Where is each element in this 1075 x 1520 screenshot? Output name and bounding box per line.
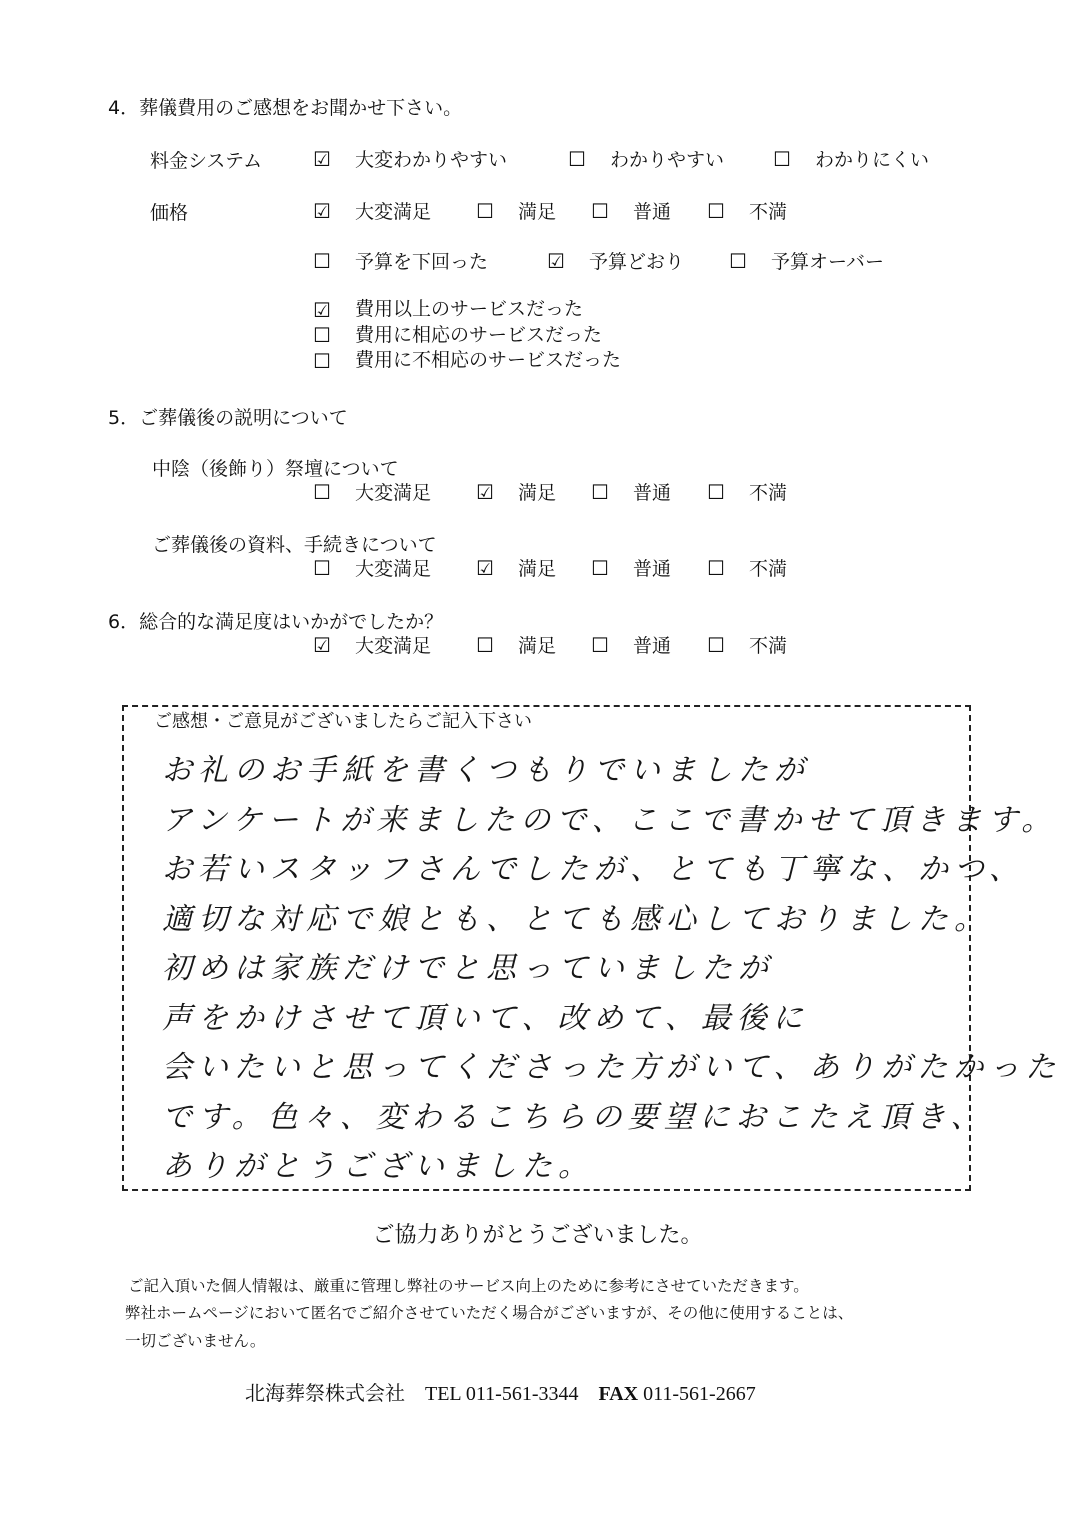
handwritten-comment-line: アンケートが来ましたので、ここで書かせて頂きます。	[162, 802, 1058, 838]
unchecked-box-icon[interactable]: ☐	[591, 632, 609, 657]
checkbox-option[interactable]	[568, 145, 773, 172]
option-label: 不満	[749, 482, 788, 504]
checkbox-option[interactable]	[313, 145, 568, 172]
option-label: 大変満足	[355, 201, 432, 223]
company-name: 北海葬祭株式会社	[245, 1383, 405, 1405]
thanks-message: ご協力ありがとうございました。	[372, 1223, 703, 1248]
option-label: わかりやすい	[610, 149, 725, 171]
option-label: 大変わかりやすい	[355, 149, 508, 171]
option-label: 費用に相応のサービスだった	[355, 323, 603, 346]
tel-number: 011-561-3344	[465, 1383, 579, 1405]
handwritten-comment-line: お若いスタッフさんでしたが、とても丁寧な、かつ、	[162, 852, 1025, 887]
checkbox-option[interactable]	[591, 478, 707, 505]
checked-box-icon[interactable]: ☑	[313, 198, 331, 223]
checked-box-icon[interactable]: ☑	[313, 632, 331, 657]
option-label: 普通	[633, 635, 672, 657]
option-label: 不満	[749, 558, 788, 580]
unchecked-box-icon[interactable]: ☐	[707, 479, 725, 504]
question-6-title: 6．総合的な満足度はいかがでしたか？	[108, 611, 444, 633]
option-label: 予算オーバー	[771, 251, 885, 273]
checkbox-option[interactable]	[313, 297, 621, 323]
option-label: わかりにくい	[815, 149, 930, 171]
checked-box-icon[interactable]: ☑	[476, 555, 494, 580]
checkbox-option[interactable]	[591, 554, 707, 581]
privacy-note-line-3: 一切ございません。	[125, 1332, 266, 1350]
overall-options	[313, 631, 827, 658]
documents-label: ご葬儀後の資料、手続きについて	[152, 534, 437, 556]
option-label: 大変満足	[355, 482, 432, 504]
fee-system-options	[313, 145, 973, 172]
unchecked-box-icon[interactable]: ☐	[313, 348, 331, 373]
unchecked-box-icon[interactable]: ☐	[313, 248, 331, 273]
unchecked-box-icon[interactable]: ☐	[313, 323, 331, 348]
handwritten-comment-line: 会いたいと思ってくださった方がいて、ありがたかった	[162, 1050, 1062, 1085]
handwritten-comment-line: ありがとうございました。	[162, 1149, 594, 1184]
unchecked-box-icon[interactable]: ☐	[476, 632, 494, 657]
checked-box-icon[interactable]: ☑	[547, 248, 565, 273]
unchecked-box-icon[interactable]: ☐	[313, 555, 331, 580]
option-label: 満足	[518, 482, 557, 504]
price-options	[313, 197, 827, 224]
unchecked-box-icon[interactable]: ☐	[591, 479, 609, 504]
checkbox-option[interactable]	[313, 478, 476, 505]
tel-label: TEL	[425, 1383, 461, 1405]
checkbox-option[interactable]	[476, 478, 591, 505]
privacy-note-line-2: 弊社ホームページにおいて匿名でご紹介させていただく場合がございますが、その他に使用することは、	[125, 1304, 854, 1322]
option-label: 普通	[633, 558, 672, 580]
unchecked-box-icon[interactable]: ☐	[707, 198, 725, 223]
checkbox-option[interactable]	[476, 631, 591, 658]
unchecked-box-icon[interactable]: ☐	[591, 555, 609, 580]
question-5-title: 5．ご葬儀後の説明について	[108, 407, 348, 429]
option-label: 満足	[518, 635, 557, 657]
budget-options	[313, 247, 929, 274]
checkbox-option[interactable]	[591, 197, 707, 224]
option-label: 満足	[518, 201, 557, 223]
checkbox-option[interactable]	[313, 631, 476, 658]
fee-system-label: 料金システム	[150, 150, 263, 172]
option-label: 満足	[518, 558, 557, 580]
option-label: 大変満足	[355, 558, 432, 580]
documents-options	[313, 554, 827, 581]
checkbox-option[interactable]	[313, 554, 476, 581]
checkbox-option[interactable]	[773, 145, 973, 172]
checked-box-icon[interactable]: ☑	[313, 297, 331, 322]
option-label: 費用以上のサービスだった	[355, 298, 584, 320]
checkbox-option[interactable]	[707, 197, 827, 224]
checkbox-option[interactable]	[707, 478, 827, 505]
altar-label: 中陰（後飾り）祭壇について	[152, 458, 399, 480]
checked-box-icon[interactable]: ☑	[313, 146, 331, 171]
unchecked-box-icon[interactable]: ☐	[773, 146, 791, 171]
checkbox-option[interactable]	[547, 247, 729, 274]
unchecked-box-icon[interactable]: ☐	[476, 198, 494, 223]
handwritten-comment-line: お礼のお手紙を書くつもりでいましたが	[162, 753, 810, 788]
checkbox-option[interactable]	[313, 247, 547, 274]
option-label: 大変満足	[355, 635, 432, 657]
comment-box-title: ご感想・ご意見がございましたらご記入下さい	[154, 711, 532, 732]
checkbox-option[interactable]	[476, 197, 591, 224]
value-options	[313, 297, 621, 374]
unchecked-box-icon[interactable]: ☐	[568, 146, 586, 171]
option-label: 費用に不相応のサービスだった	[355, 349, 622, 371]
unchecked-box-icon[interactable]: ☐	[591, 198, 609, 223]
option-label: 普通	[633, 201, 672, 223]
handwritten-comment-line: 初めは家族だけでと思っていましたが	[162, 951, 774, 986]
handwritten-comment-line: です。色々、変わるこちらの要望におこたえ頂き、	[162, 1099, 987, 1135]
company-footer	[245, 1377, 756, 1406]
option-label: 不満	[749, 201, 788, 223]
checkbox-option[interactable]	[313, 197, 476, 224]
unchecked-box-icon[interactable]: ☐	[729, 248, 747, 273]
checkbox-option[interactable]	[313, 323, 621, 349]
handwritten-comment-line: 適切な対応で娘とも、とても感心しておりました。	[162, 901, 990, 937]
price-label: 価格	[150, 202, 189, 224]
checkbox-option[interactable]	[313, 348, 621, 374]
unchecked-box-icon[interactable]: ☐	[707, 632, 725, 657]
checkbox-option[interactable]	[476, 554, 591, 581]
option-label: 普通	[633, 482, 672, 504]
option-label: 予算どおり	[589, 251, 685, 273]
fax-number: 011-561-2667	[643, 1383, 756, 1405]
checkbox-option[interactable]	[707, 554, 827, 581]
checked-box-icon[interactable]: ☑	[476, 479, 494, 504]
question-4-title: 4．葬儀費用のご感想をお聞かせ下さい。	[108, 97, 463, 119]
comment-box	[122, 705, 1062, 1191]
checkbox-option[interactable]	[707, 631, 827, 658]
handwritten-comment-line: 声をかけさせて頂いて、改めて、最後に	[162, 1000, 809, 1036]
option-label: 不満	[749, 635, 788, 657]
option-label: 予算を下回った	[355, 251, 489, 273]
unchecked-box-icon[interactable]: ☐	[313, 479, 331, 504]
checkbox-option[interactable]	[729, 247, 929, 274]
privacy-note-line-1: ご記入頂いた個人情報は、厳重に管理し弊社のサービス向上のために参考にさせていただきます。	[128, 1277, 809, 1295]
unchecked-box-icon[interactable]: ☐	[707, 555, 725, 580]
fax-label: FAX	[598, 1383, 639, 1405]
altar-options	[313, 478, 827, 505]
checkbox-option[interactable]	[591, 631, 707, 658]
